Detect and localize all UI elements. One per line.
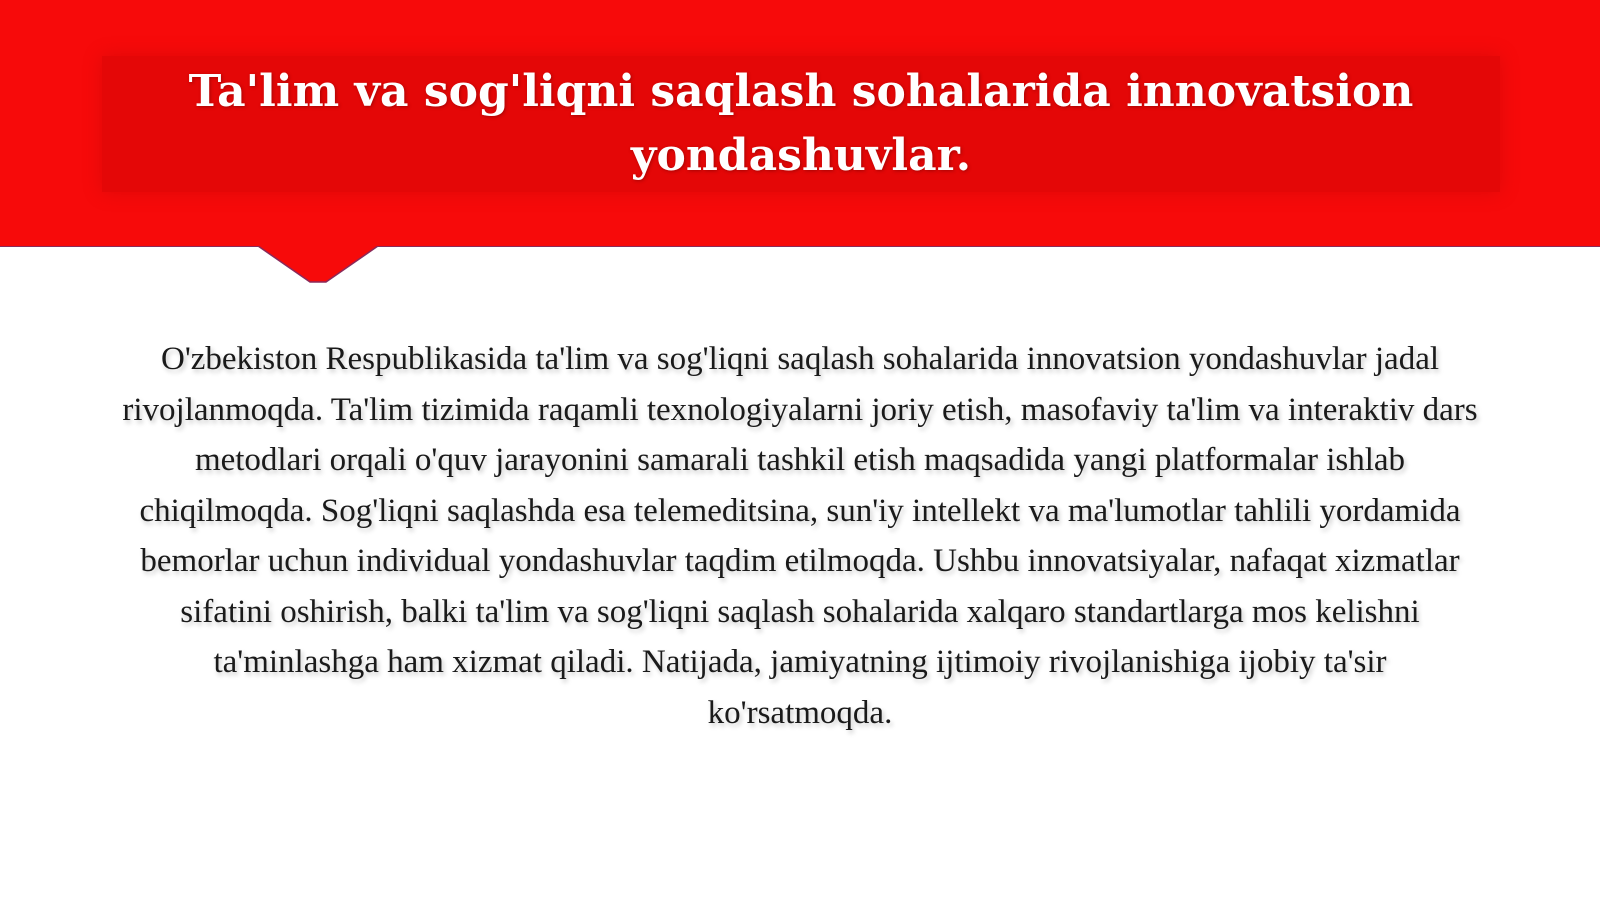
title-box — [102, 56, 1500, 192]
header-pointer-shape — [258, 246, 378, 286]
slide-body-text: O'zbekiston Respublikasida ta'lim va sog'liqni saqlash sohalarida innovatsion yondashuvlar jadal rivojlanmoqda. Ta'lim tizimida raqamli texnologiyalarni joriy etish, masofaviy ta'lim va interaktiv dars metodlari orqali o'quv jarayonini samarali tashkil etish maqsadida yangi platformalar ishlab chiqilmoqda. Sog'liqni saqlashda esa telemeditsina, sun'iy intellekt va ma'lumotlar tahlili yordamida bemorlar uchun individual yondashuvlar taqdim etilmoqda. Ushbu innovatsiyalar, nafaqat xizmatlar sifatini oshirish, balki ta'lim va sog'liqni saqlash sohalarida xalqaro standartlarga mos kelishni ta'minlashga ham xizmat qiladi. Natijada, jamiyatning ijtimoiy rivojlanishiga ijobiy ta'sir ko'rsatmoqda. — [122, 341, 1478, 731]
slide-title: Ta'lim va sog'liqni saqlash sohalarida innovatsion yondashuvlar. — [188, 66, 1414, 181]
